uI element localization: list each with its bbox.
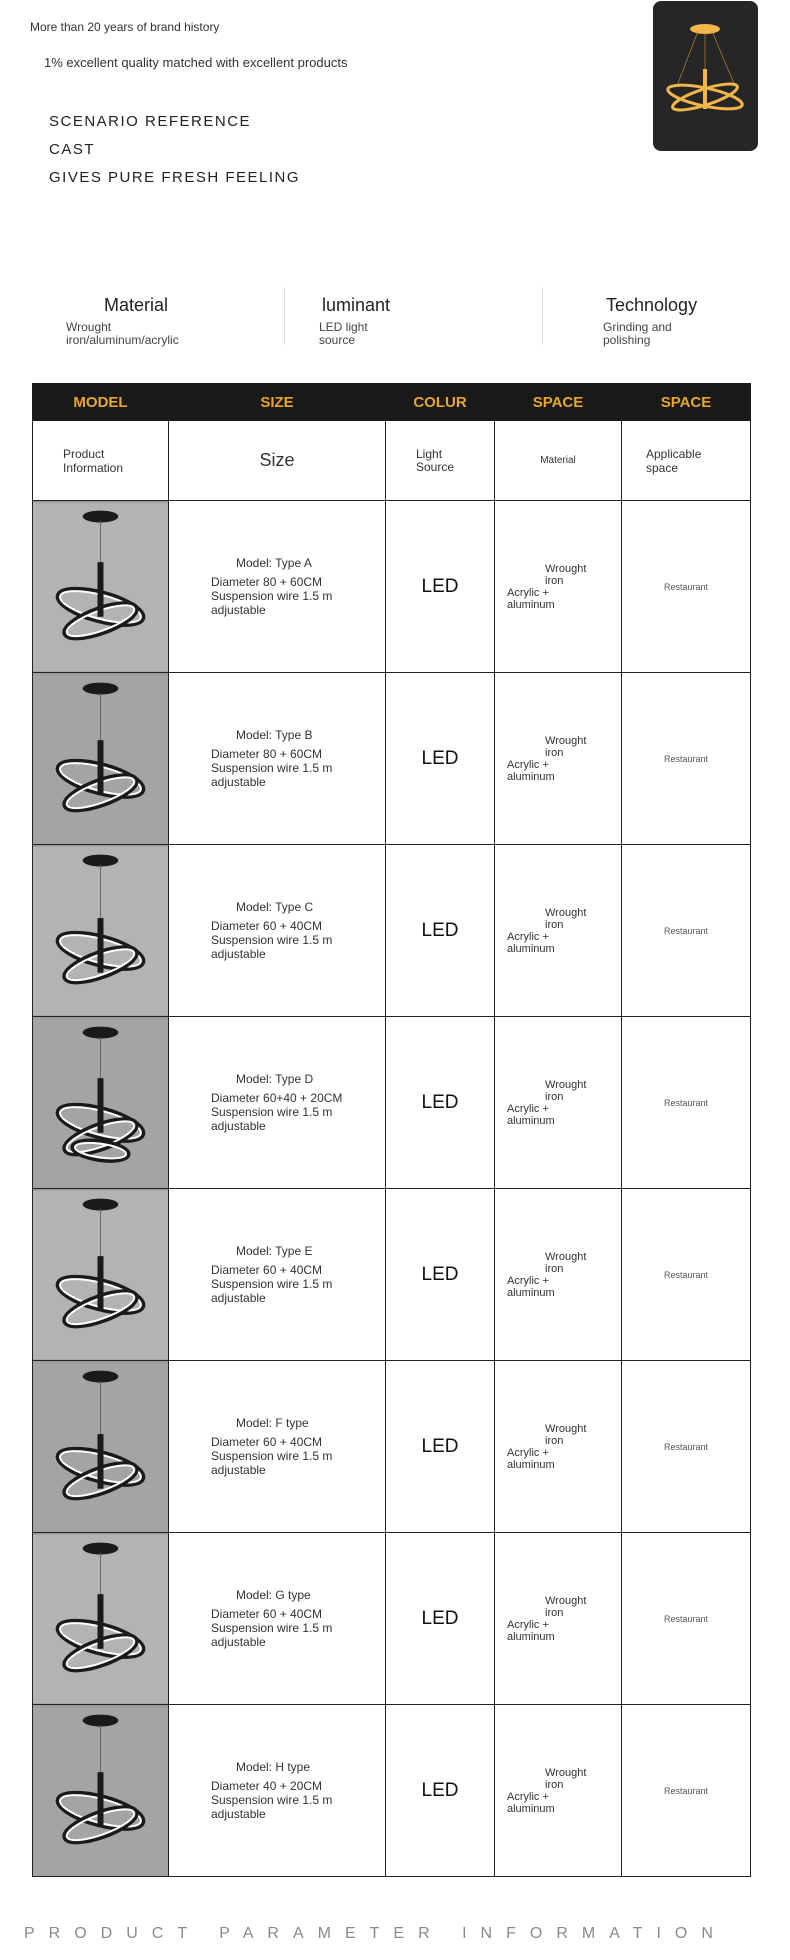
adjustable-text: adjustable — [211, 1807, 266, 1821]
wire-text: Suspension wire 1.5 m — [211, 1105, 333, 1119]
space-value: Restaurant — [622, 845, 751, 1017]
diameter-text: Diameter 80 + 60CM — [211, 575, 323, 589]
product-photo — [33, 501, 169, 673]
light-source-value: LED — [386, 1533, 495, 1705]
light-source-value: LED — [386, 1017, 495, 1189]
material-top-text: Wrought iron — [545, 1250, 587, 1275]
space-value: Restaurant — [622, 1189, 751, 1361]
wire-text: Suspension wire 1.5 m — [211, 1793, 333, 1807]
size-cell — [169, 673, 386, 845]
feature-subtitle: Grinding and polishing — [603, 320, 672, 347]
model-name: Model: Type D — [236, 1072, 314, 1086]
table-row — [33, 673, 751, 845]
table-row — [33, 845, 751, 1017]
model-name: Model: Type B — [236, 728, 313, 742]
hero-lamp-illustration — [653, 1, 758, 151]
material-top-text: Wrought iron — [545, 1078, 587, 1103]
space-value: Restaurant — [622, 1533, 751, 1705]
material-bottom-text: Acrylic + aluminum — [507, 930, 555, 955]
wire-text: Suspension wire 1.5 m — [211, 933, 333, 947]
material-bottom-text: Acrylic + aluminum — [507, 1446, 555, 1471]
material-cell — [495, 1189, 622, 1361]
table-row — [33, 1017, 751, 1189]
material-bottom-text: Acrylic + aluminum — [507, 1274, 555, 1299]
feature-strip — [40, 287, 760, 359]
material-bottom-text: Acrylic + aluminum — [507, 586, 555, 611]
feature-title: Material — [104, 295, 169, 315]
wire-text: Suspension wire 1.5 m — [211, 1277, 333, 1291]
table-row — [33, 1189, 751, 1361]
brand-history-text: More than 20 years of brand history — [30, 20, 220, 34]
wire-text: Suspension wire 1.5 m — [211, 1449, 333, 1463]
product-photo — [33, 845, 169, 1017]
table-subheader-row — [33, 421, 751, 501]
material-top-text: Wrought iron — [545, 1422, 587, 1447]
quality-text: 1% excellent quality matched with excellent products — [44, 55, 348, 70]
divider — [542, 287, 543, 345]
feature-material — [40, 287, 280, 359]
product-parameter-table — [32, 383, 751, 1877]
subheader-product-info — [33, 421, 169, 501]
diameter-text: Diameter 60 + 40CM — [211, 1607, 323, 1621]
feature-luminant — [319, 287, 562, 359]
product-photo — [33, 1017, 169, 1189]
model-name: Model: Type C — [236, 900, 314, 914]
scenario-line: GIVES PURE FRESH FEELING — [49, 169, 301, 186]
subheader-text: Applicable space — [646, 446, 702, 475]
scenario-line: SCENARIO REFERENCE — [49, 113, 252, 130]
adjustable-text: adjustable — [211, 947, 266, 961]
light-source-value: LED — [386, 1189, 495, 1361]
light-source-value: LED — [386, 1361, 495, 1533]
adjustable-text: adjustable — [211, 1463, 266, 1477]
light-source-value: LED — [386, 501, 495, 673]
subheader-text: Product Information — [63, 446, 124, 475]
material-bottom-text: Acrylic + aluminum — [507, 1618, 555, 1643]
feature-subtitle: Wrought iron/aluminum/acrylic — [66, 320, 179, 347]
diameter-text: Diameter 60 + 40CM — [211, 1435, 323, 1449]
adjustable-text: adjustable — [211, 1291, 266, 1305]
feature-subtitle: LED light source — [319, 320, 368, 347]
space-value: Restaurant — [622, 673, 751, 845]
scenario-block — [49, 108, 300, 192]
subheader-text: Light Source — [416, 446, 455, 474]
subheader-material: Material — [495, 421, 622, 501]
size-cell — [169, 1017, 386, 1189]
lamp-illustration — [33, 502, 168, 672]
lamp-illustration — [33, 1534, 168, 1704]
product-photo — [33, 1705, 169, 1877]
size-cell — [169, 1533, 386, 1705]
feature-title: luminant — [322, 295, 391, 315]
lamp-illustration — [33, 846, 168, 1016]
diameter-text: Diameter 80 + 60CM — [211, 747, 323, 761]
product-photo — [33, 1533, 169, 1705]
model-name: Model: Type A — [236, 556, 312, 570]
subheader-size: Size — [169, 421, 386, 501]
header-space: SPACE — [495, 384, 622, 421]
adjustable-text: adjustable — [211, 775, 266, 789]
table-row — [33, 501, 751, 673]
material-cell — [495, 1533, 622, 1705]
subheader-light-source — [386, 421, 495, 501]
material-cell — [495, 1705, 622, 1877]
size-cell — [169, 1189, 386, 1361]
lamp-illustration — [33, 674, 168, 844]
material-cell — [495, 845, 622, 1017]
space-value: Restaurant — [622, 501, 751, 673]
table-header-row — [33, 384, 751, 421]
size-cell — [169, 845, 386, 1017]
table-row — [33, 1533, 751, 1705]
lamp-illustration — [33, 1362, 168, 1532]
adjustable-text: adjustable — [211, 603, 266, 617]
size-cell — [169, 501, 386, 673]
subheader-applicable-space — [622, 421, 751, 501]
size-cell — [169, 1705, 386, 1877]
header-model: MODEL — [33, 384, 169, 421]
diameter-text: Diameter 60 + 40CM — [211, 919, 323, 933]
model-name: Model: F type — [236, 1416, 309, 1430]
header-size: SIZE — [169, 384, 386, 421]
table-row — [33, 1705, 751, 1877]
material-bottom-text: Acrylic + aluminum — [507, 1790, 555, 1815]
material-top-text: Wrought iron — [545, 906, 587, 931]
material-bottom-text: Acrylic + aluminum — [507, 1102, 555, 1127]
product-photo — [33, 1361, 169, 1533]
wire-text: Suspension wire 1.5 m — [211, 761, 333, 775]
table-row — [33, 1361, 751, 1533]
scenario-line: CAST — [49, 141, 96, 158]
light-source-value: LED — [386, 673, 495, 845]
wire-text: Suspension wire 1.5 m — [211, 1621, 333, 1635]
material-top-text: Wrought iron — [545, 1594, 587, 1619]
lamp-illustration — [33, 1190, 168, 1360]
diameter-text: Diameter 60+40 + 20CM — [211, 1091, 343, 1105]
model-name: Model: H type — [236, 1760, 311, 1774]
material-cell — [495, 501, 622, 673]
wire-text: Suspension wire 1.5 m — [211, 589, 333, 603]
material-cell — [495, 1361, 622, 1533]
material-cell — [495, 673, 622, 845]
space-value: Restaurant — [622, 1705, 751, 1877]
material-bottom-text: Acrylic + aluminum — [507, 758, 555, 783]
material-top-text: Wrought iron — [545, 1766, 587, 1791]
space-value: Restaurant — [622, 1361, 751, 1533]
header-colour: COLUR — [386, 384, 495, 421]
diameter-text: Diameter 40 + 20CM — [211, 1779, 323, 1793]
product-photo — [33, 673, 169, 845]
footer-caption: PRODUCT PARAMETER INFORMATION — [24, 1925, 727, 1942]
product-photo — [33, 1189, 169, 1361]
light-source-value: LED — [386, 845, 495, 1017]
material-top-text: Wrought iron — [545, 562, 587, 587]
material-cell — [495, 1017, 622, 1189]
model-name: Model: G type — [236, 1588, 311, 1602]
hero-lamp-image — [653, 1, 758, 151]
space-value: Restaurant — [622, 1017, 751, 1189]
lamp-illustration — [33, 1018, 168, 1188]
adjustable-text: adjustable — [211, 1119, 266, 1133]
lamp-illustration — [33, 1706, 168, 1876]
adjustable-text: adjustable — [211, 1635, 266, 1649]
size-cell — [169, 1361, 386, 1533]
light-source-value: LED — [386, 1705, 495, 1877]
feature-technology — [603, 287, 790, 359]
diameter-text: Diameter 60 + 40CM — [211, 1263, 323, 1277]
header-space: SPACE — [622, 384, 751, 421]
model-name: Model: Type E — [236, 1244, 313, 1258]
material-top-text: Wrought iron — [545, 734, 587, 759]
feature-title: Technology — [606, 295, 698, 315]
divider — [284, 287, 285, 345]
